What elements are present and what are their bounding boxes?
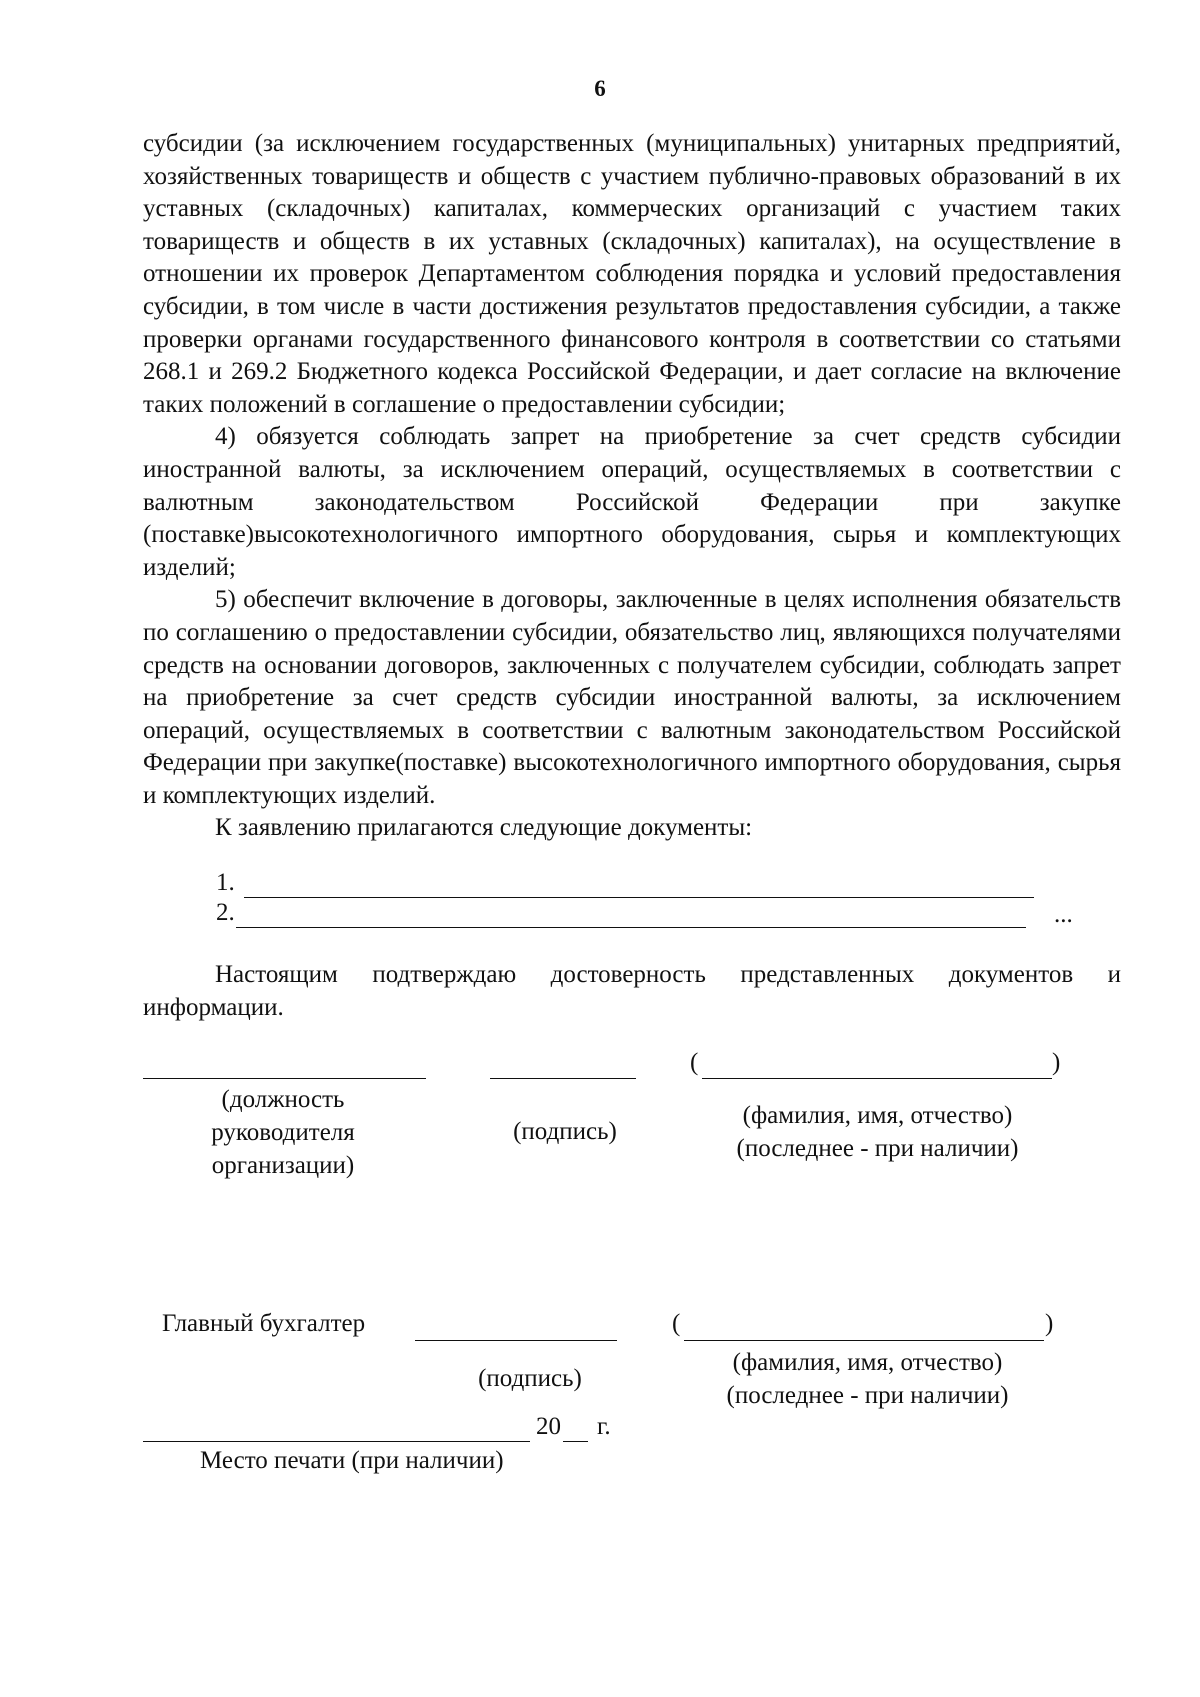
chief-accountant-label: Главный бухгалтер: [162, 1310, 366, 1337]
head-fio-label-line1: (фамилия, имя, отчество): [742, 1102, 1013, 1129]
head-position-label: [173, 1083, 393, 1182]
date-year-suffix: г.: [597, 1413, 611, 1440]
attachment-item-1-number: 1.: [216, 869, 235, 896]
attachment-item-1-line[interactable]: [244, 897, 1034, 898]
head-signature-line[interactable]: [490, 1078, 636, 1079]
head-position-label-line3: организации): [211, 1152, 355, 1179]
head-position-line[interactable]: [143, 1078, 426, 1079]
document-body: [143, 128, 1121, 845]
accountant-fio-label: [680, 1346, 1055, 1412]
paragraph-item-5: 5) обеспечит включение в договоры, заключенные в целях исполнения обязательств по соглашению о предоставлении субсидии, обязательство лиц, являющихся получателями средств на основании договоров, заключенных с получателем субсидии, соблюдать запрет на приобретение за счет средств субсидии иностранной валюты, за исключением операций, осуществляемых в соответствии с валютным законодательством Российской Федерации при закупке(поставке) высокотехнологичного импортного оборудования, сырья и комплектующих изделий.: [143, 586, 1121, 809]
attachments-ellipsis: ...: [1054, 901, 1073, 928]
accountant-open-paren: (: [672, 1310, 681, 1337]
head-fio-label: [690, 1099, 1065, 1165]
accountant-close-paren: ): [1045, 1310, 1054, 1337]
accountant-fio-line[interactable]: [684, 1340, 1044, 1341]
date-year-line[interactable]: [563, 1441, 588, 1442]
attachments-intro: К заявлению прилагаются следующие документы:: [215, 814, 753, 842]
accountant-signature-line[interactable]: [415, 1340, 617, 1341]
date-year-prefix: 20: [536, 1413, 561, 1440]
attachment-item-2: [216, 899, 235, 927]
confirmation-text: Настоящим подтверждаю достоверность представленных документов и информации.: [143, 961, 1121, 1021]
attachment-item-2-line[interactable]: [236, 927, 1026, 928]
head-position-label-line2: руководителя: [211, 1119, 355, 1146]
attachment-item-2-number: 2.: [216, 899, 235, 926]
page-number: 6: [594, 76, 606, 101]
head-signature-label: (подпись): [513, 1118, 617, 1145]
stamp-label: Место печати (при наличии): [200, 1447, 504, 1474]
paragraph-item-4: 4) обязуется соблюдать запрет на приобретение за счет средств субсидии иностранной валюты, за исключением операций, осуществляемых в соответствии с валютным законодательством Российской Федерации при закупке (поставке)высокотехнологичного импортного оборудования, сырья и комплектующих изделий;: [143, 423, 1121, 581]
head-position-label-line1: (должность: [221, 1086, 345, 1113]
head-fio-label-line2: (последнее - при наличии): [736, 1135, 1019, 1162]
attachment-item-1: [216, 869, 235, 897]
accountant-fio-label-line2: (последнее - при наличии): [726, 1382, 1009, 1409]
date-day-month-line[interactable]: [143, 1441, 530, 1442]
close-paren: ): [1052, 1049, 1061, 1076]
head-fio-line[interactable]: [702, 1078, 1052, 1079]
accountant-fio-label-line1: (фамилия, имя, отчество): [732, 1349, 1003, 1376]
paragraph-consent: субсидии (за исключением государственных (муниципальных) унитарных предприятий, хозяйственных товариществ и обществ с участием публично-правовых образований в их уставных (складочных) капиталах, коммерческих организаций с участием таких товариществ и обществ в их уставных (складочных) капиталах), на осуществление в отношении их проверок Департаментом соблюдения порядка и условий предоставления субсидии, в том числе в части достижения результатов предоставления субсидии, а также проверки органами государственного финансового контроля в соответствии со статьями 268.1 и 269.2 Бюджетного кодекса Российской Федерации, и дает согласие на включение таких положений в соглашение о предоставлении субсидии;: [143, 130, 1121, 418]
accountant-signature-label: (подпись): [478, 1365, 582, 1392]
open-paren: (: [690, 1049, 699, 1076]
